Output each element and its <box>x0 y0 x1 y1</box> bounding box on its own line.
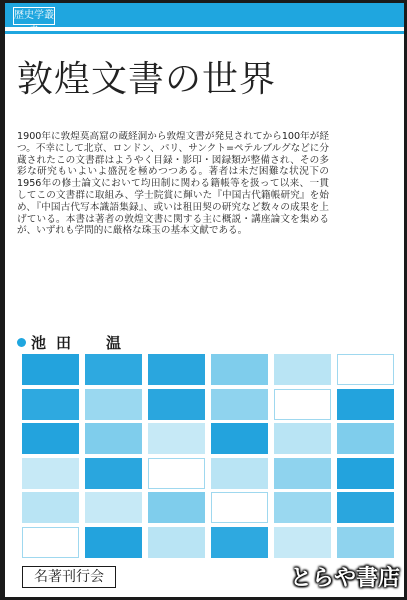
cover-tile <box>211 423 268 454</box>
cover-tile <box>211 527 268 558</box>
cover-tile <box>22 492 79 523</box>
tile-grid <box>22 354 394 558</box>
cover-tile <box>22 458 79 489</box>
cover-tile <box>337 527 394 558</box>
cover-tile <box>211 492 268 523</box>
cover-tile <box>337 492 394 523</box>
cover-tile <box>85 527 142 558</box>
book-title: 敦煌文書の世界 <box>17 59 277 100</box>
author-row <box>17 333 317 353</box>
cover-tile <box>211 458 268 489</box>
cover-tile <box>274 423 331 454</box>
cover-tile <box>22 354 79 385</box>
cover-tile <box>85 354 142 385</box>
cover-tile <box>148 423 205 454</box>
cover-tile <box>22 527 79 558</box>
cover-tile <box>148 458 205 489</box>
cover-tile <box>274 354 331 385</box>
cover-tile <box>274 458 331 489</box>
cover-tile <box>211 354 268 385</box>
cover-tile <box>274 389 331 420</box>
cover-tile <box>148 492 205 523</box>
cover-tile <box>148 354 205 385</box>
cover-tile <box>274 492 331 523</box>
cover-tile <box>337 458 394 489</box>
top-rule-line <box>5 31 404 34</box>
cover-tile <box>274 527 331 558</box>
cover-tile <box>85 389 142 420</box>
cover-tile <box>337 389 394 420</box>
bullet-dot-icon <box>17 338 26 347</box>
author-name: 池田 温 <box>31 334 132 352</box>
top-color-band <box>5 3 404 27</box>
cover-tile <box>85 492 142 523</box>
cover-tile <box>337 423 394 454</box>
series-label: 歴史学叢 <box>13 7 55 25</box>
cover-tile <box>22 423 79 454</box>
book-cover <box>5 3 404 597</box>
book-blurb: 1900年に敦煌莫高窟の蔵経洞から敦煌文書が発見されてから100年が経つ。不幸にして北京、ロンドン、パリ、サンクト=ペテルブルグなどに分蔵されたこの文書群はようやく目録・影印・図録類が整備され、その多彩な研究もいよいよ盛況を極めつつある。著者は未だ困難な状況下の1956年の修士論文において均田制に関わる籍帳等を扱って以来、一貫してこの文書群に取組み、学士院賞に輝いた『中国古代籍帳研究』を始め、『中国古代写本識語集録』、或いは租田契の研究など数々の成果を上げている。本書は著者の敦煌文書に関する主に概説・講座論文を集めるが、いずれも学問的に厳格な珠玉の基本文献である。 <box>17 131 329 237</box>
cover-tile <box>148 527 205 558</box>
cover-tile <box>85 458 142 489</box>
cover-tile <box>211 389 268 420</box>
cover-tile <box>337 354 394 385</box>
cover-tile <box>148 389 205 420</box>
cover-tile <box>22 389 79 420</box>
shop-watermark: とらや書店 <box>289 566 400 591</box>
cover-tile <box>85 423 142 454</box>
publisher-label: 名著刊行会 <box>22 566 116 588</box>
